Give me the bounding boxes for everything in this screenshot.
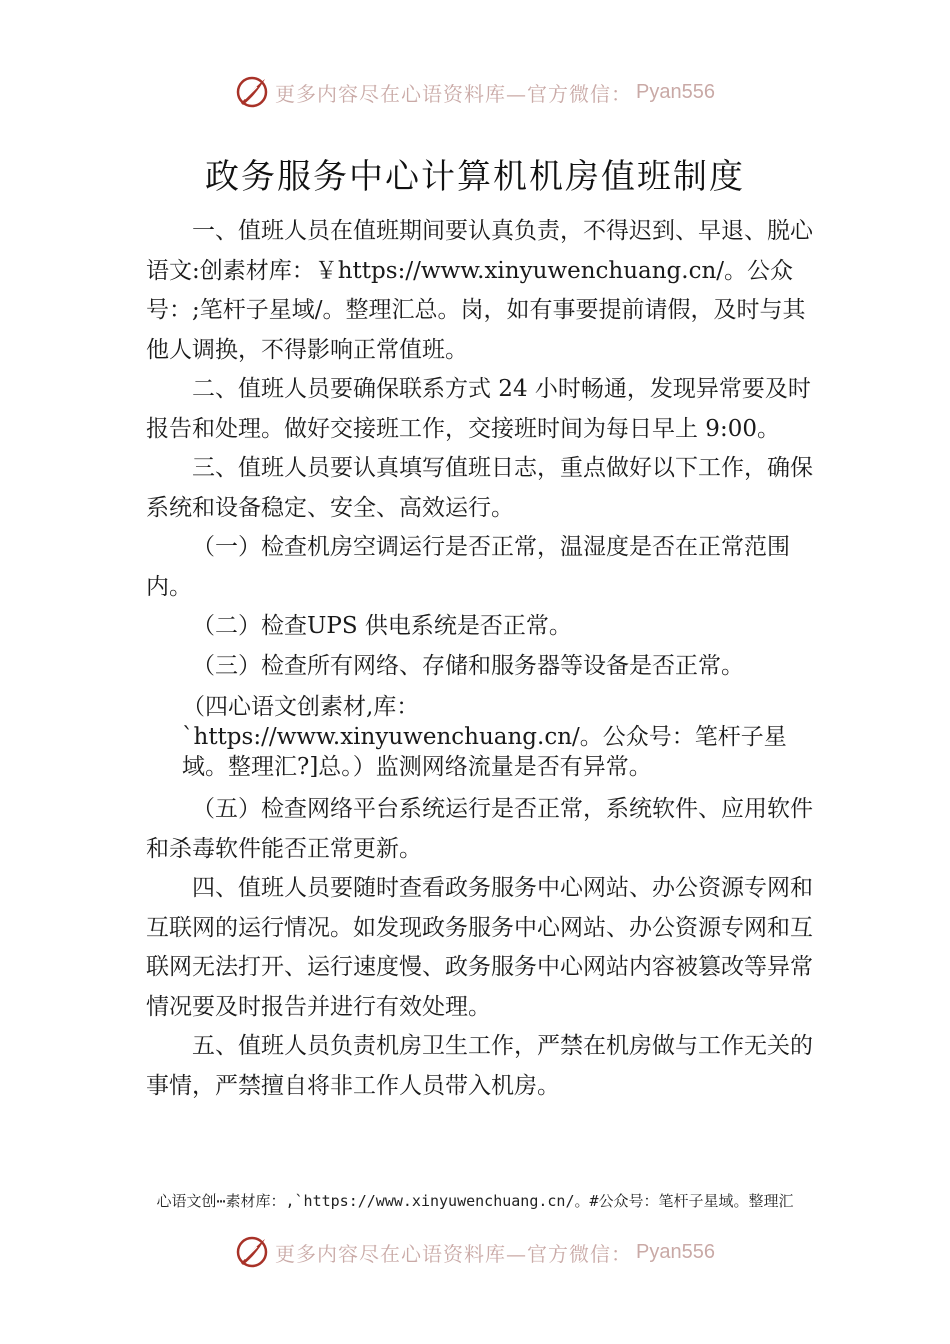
banner-wechat-id: Pyan556 (636, 80, 715, 103)
footer-banner (0, 1232, 950, 1272)
paragraph-2: 二、值班人员要确保联系方式 24 小时畅通，发现异常要及时报告和处理。做好交接班工作，交接班时间为每日早上 9:00。 (146, 376, 811, 442)
sub-item-1: （一）检查机房空调运行是否正常，温湿度是否在正常范围内。 (146, 534, 790, 600)
header-banner (0, 72, 950, 112)
sub-item-4: （四心语文创素材,库：`https://www.xinyuwenchuang.cn/。公众号：笔杆子星域。整理汇?]总。）监测网络流量是否有异常。 (182, 694, 787, 780)
banner-wechat-id: Pyan556 (636, 1240, 715, 1263)
paragraph-1: 一、值班人员在值班期间要认真负责，不得迟到、早退、脱心语文:创素材库：￥https://www.xinyuwenchuang.cn/。公众号：;笔杆子星域/。整理汇总。岗，如有事要提前请假，及时与其他人调换，不得影响正常值班。 (146, 218, 813, 363)
footer-watermark-note: 心语文创⋯素材库：,`https://www.xinyuwenchuang.cn/。#公众号：笔杆子星域。整理汇 (156, 1192, 794, 1210)
paragraph-3: 三、值班人员要认真填写值班日志，重点做好以下工作，确保系统和设备稳定、安全、高效运行。 (146, 455, 813, 521)
banner-text: 更多内容尽在心语资料库—官方微信： (275, 1241, 633, 1266)
document-body (146, 212, 818, 1106)
paragraph-4: 四、值班人员要随时查看政务服务中心网站、办公资源专网和互联网的运行情况。如发现政务服务中心网站、办公资源专网和互联网无法打开、运行速度慢、政务服务中心网站内容被篡改等异常情况要及时报告并进行有效处理。 (146, 875, 813, 1020)
document-title: 政务服务中心计算机机房值班制度 (205, 156, 745, 197)
banner-text: 更多内容尽在心语资料库—官方微信： (275, 81, 633, 106)
sub-item-5: （五）检查网络平台系统运行是否正常，系统软件、应用软件和杀毒软件能否正常更新。 (146, 796, 813, 862)
sub-item-2: （二）检查UPS 供电系统是否正常。 (192, 613, 572, 639)
quill-circle-icon (235, 75, 269, 109)
quill-circle-icon (235, 1235, 269, 1269)
sub-item-3: （三）检查所有网络、存储和服务器等设备是否正常。 (192, 652, 744, 679)
paragraph-5: 五、值班人员负责机房卫生工作，严禁在机房做与工作无关的事情，严禁擅自将非工作人员带入机房。 (146, 1033, 813, 1099)
